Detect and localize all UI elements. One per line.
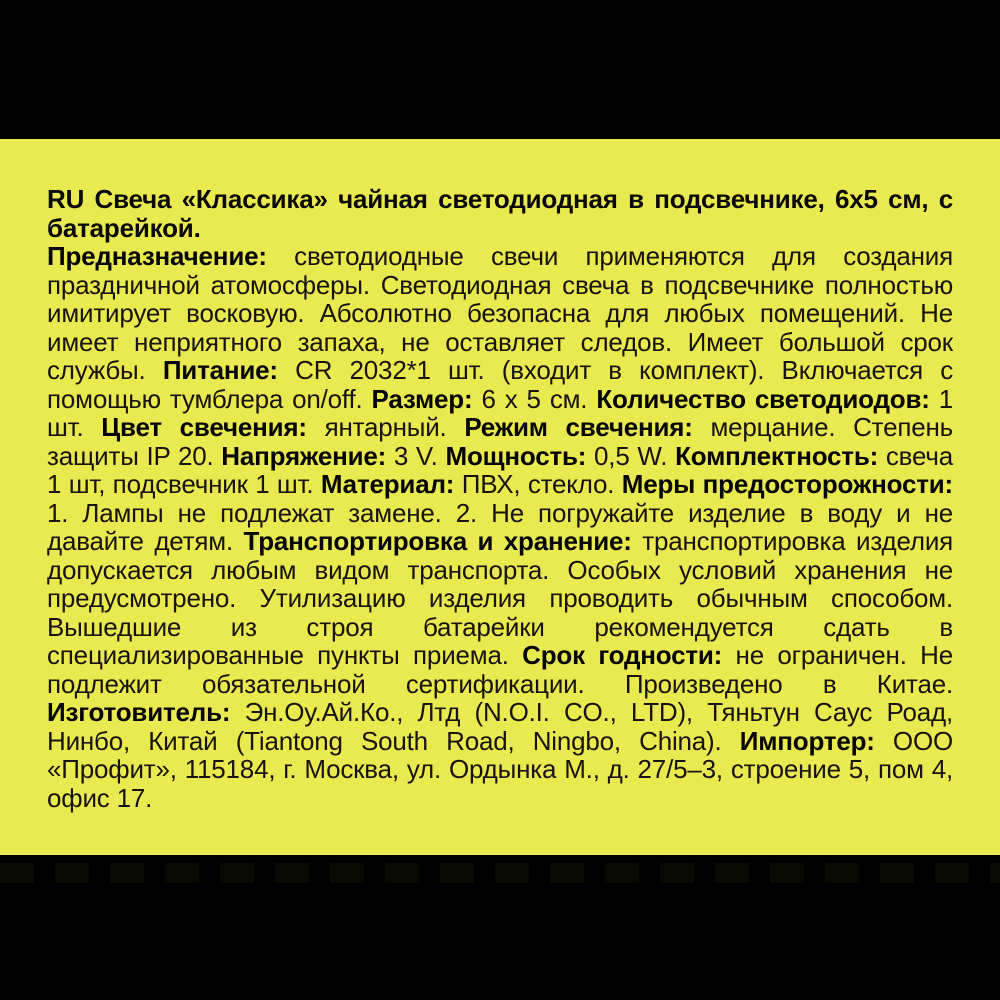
label-panel <box>0 139 1000 855</box>
product-title: RU Свеча «Классика» чайная светодиодная в подсвечнике, 6х5 см, с батарейкой. <box>47 184 953 243</box>
bottom-black-bar <box>0 855 1000 1000</box>
product-description: Предназначение: светодиодные свечи применяются для создания праздничной атомосферы. Светодиодная свеча в подсвечнике полностью имитирует восковую. Абсолютно безопасна для любых помещений. Не имеет неприятного запаха, не оставляет следов. Имеет большой срок службы. Питание: CR 2032*1 шт. (входит в комплект). Включается с помощью тумблера on/off. Размер: 6 х 5 см. Количество светодиодов: 1 шт. Цвет свечения: янтарный. Режим свечения: мерцание. Степень защиты IP 20. Напряжение: 3 V. Мощность: 0,5 W. Комплектность: свеча 1 шт, подсвечник 1 шт. Материал: ПВХ, стекло. Меры предосторожности: 1. Лампы не подлежат замене. 2. Не погружайте изделие в воду и не давайте детям. Транспортировка и хранение: транспортировка изделия допускается любым видом транспорта. Особых условий хранения не предусмотрено. Утилизацию изделия проводить обычным способом. Вышедшие из строя батарейки рекомендуется сдать в специализированные пункты приема. Срок годности: не ограничен. Не подлежит обязательной сертификации. Произведено в Китае. Изготовитель: Эн.Оу.Ай.Ко., Лтд (N.O.I. CO., LTD), Тяньтун Саус Роад, Нинбо, Китай (Tiantong South Road, Ningbo, China). Импортер: ООО «Профит», 115184, г. Москва, ул. Ордынка М., д. 27/5–3, строение 5, пом 4, офис 17. <box>47 241 954 813</box>
top-black-bar <box>0 0 1000 139</box>
print-artifact-strip <box>0 863 1000 883</box>
